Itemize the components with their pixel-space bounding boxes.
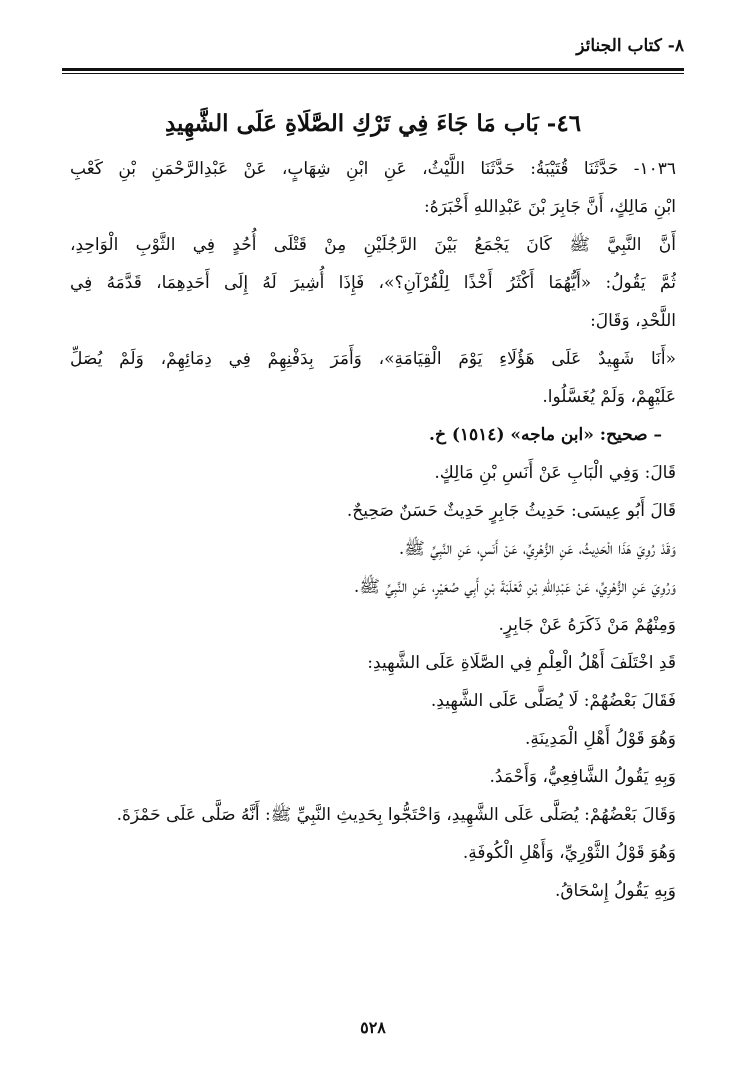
text-line: «أَنَا شَهِيدٌ عَلَى هَؤُلَاءِ يَوْمَ الْقِيَامَةِ»، وَأَمَرَ بِدَفْنِهِمْ فِي دِمَائِهِمْ، وَلَمْ يُصَلِّ bbox=[70, 349, 676, 369]
text-line: ابْنِ مَالِكٍ، أَنَّ جَابِرَ بْنَ عَبْدِاللهِ أَخْبَرَهُ: bbox=[424, 197, 676, 217]
text-line: وَبِهِ يَقُولُ الشَّافِعِيُّ، وَأَحْمَدُ. bbox=[489, 767, 676, 787]
text-line: وَهُوَ قَوْلُ الثَّوْرِيِّ، وَأَهْلِ الْكُوفَةِ. bbox=[462, 843, 676, 863]
text-line: وَبِهِ يَقُولُ إِسْحَاقُ. bbox=[554, 881, 676, 901]
text-line: وَرُوِيَ عَنِ الزُّهْرِيِّ، عَنْ عَبْدِاللهِ بْنِ ثَعْلَبَةَ بْنِ أَبِي صُعَيْرٍ، عَنِ النَّبِيِّ ﷺ. bbox=[353, 577, 676, 597]
header-rule-thick bbox=[62, 68, 684, 71]
text-line: قَدِ اخْتَلَفَ أَهْلُ الْعِلْمِ فِي الصَّلَاةِ عَلَى الشَّهِيدِ: bbox=[367, 653, 676, 673]
header-rule-thin bbox=[62, 73, 684, 74]
page-number: ٥٢٨ bbox=[360, 1018, 386, 1037]
body-text bbox=[70, 150, 676, 910]
text-line: أَنَّ النَّبِيَّ ﷺ كَانَ يَجْمَعُ بَيْنَ الرَّجُلَيْنِ مِنْ قَتْلَى أُحُدٍ فِي الثَّوْبِ الْوَاحِدِ، bbox=[70, 235, 676, 255]
text-line: وَقَدْ رُوِيَ هَذَا الْحَدِيثُ، عَنِ الزُّهْرِيِّ، عَنْ أَنَسٍ، عَنِ النَّبِيِّ ﷺ. bbox=[398, 539, 676, 559]
running-header: ٨- كتاب الجنائز bbox=[576, 36, 684, 56]
text-line: فَقَالَ بَعْضُهُمْ: لَا يُصَلَّى عَلَى الشَّهِيدِ. bbox=[430, 691, 676, 711]
text-line: وَهُوَ قَوْلُ أَهْلِ الْمَدِينَةِ. bbox=[524, 729, 676, 749]
chapter-title: ٤٦- بَاب مَا جَاءَ فِي تَرْكِ الصَّلَاةِ عَلَى الشَّهِيدِ bbox=[164, 110, 582, 137]
text-line: قَالَ: وَفِي الْبَابِ عَنْ أَنَسِ بْنِ مَالِكٍ. bbox=[434, 463, 676, 483]
hadith-grade: – صحيح: «ابن ماجه» (١٥١٤) خ. bbox=[429, 425, 662, 445]
text-line: قَالَ أَبُو عِيسَى: حَدِيثُ جَابِرٍ حَدِيثٌ حَسَنٌ صَحِيحٌ. bbox=[346, 501, 676, 521]
text-line: ثُمَّ يَقُولُ: «أَيُّهُمَا أَكْثَرُ أَخْذًا لِلْقُرْآنِ؟»، فَإِذَا أُشِيرَ لَهُ إِلَى أَحَدِهِمَا، قَدَّمَهُ فِي bbox=[70, 273, 676, 293]
text-line: وَمِنْهُمْ مَنْ ذَكَرَهُ عَنْ جَابِرٍ. bbox=[498, 615, 676, 635]
text-line: عَلَيْهِمْ، وَلَمْ يُغَسَّلُوا. bbox=[542, 387, 676, 407]
text-line: ١٠٣٦- حَدَّثَنَا قُتَيْبَةُ: حَدَّثَنَا اللَّيْثُ، عَنِ ابْنِ شِهَابٍ، عَنْ عَبْدِالرَّحْمَنِ بْنِ كَعْبِ bbox=[70, 159, 676, 179]
text-line: اللَّحْدِ، وَقَالَ: bbox=[590, 311, 676, 331]
text-line: وَقَالَ بَعْضُهُمْ: يُصَلَّى عَلَى الشَّهِيدِ، وَاحْتَجُّوا بِحَدِيثِ النَّبِيِّ ﷺ: أَنَّهُ صَلَّى عَلَى حَمْزَةَ. bbox=[116, 805, 676, 825]
